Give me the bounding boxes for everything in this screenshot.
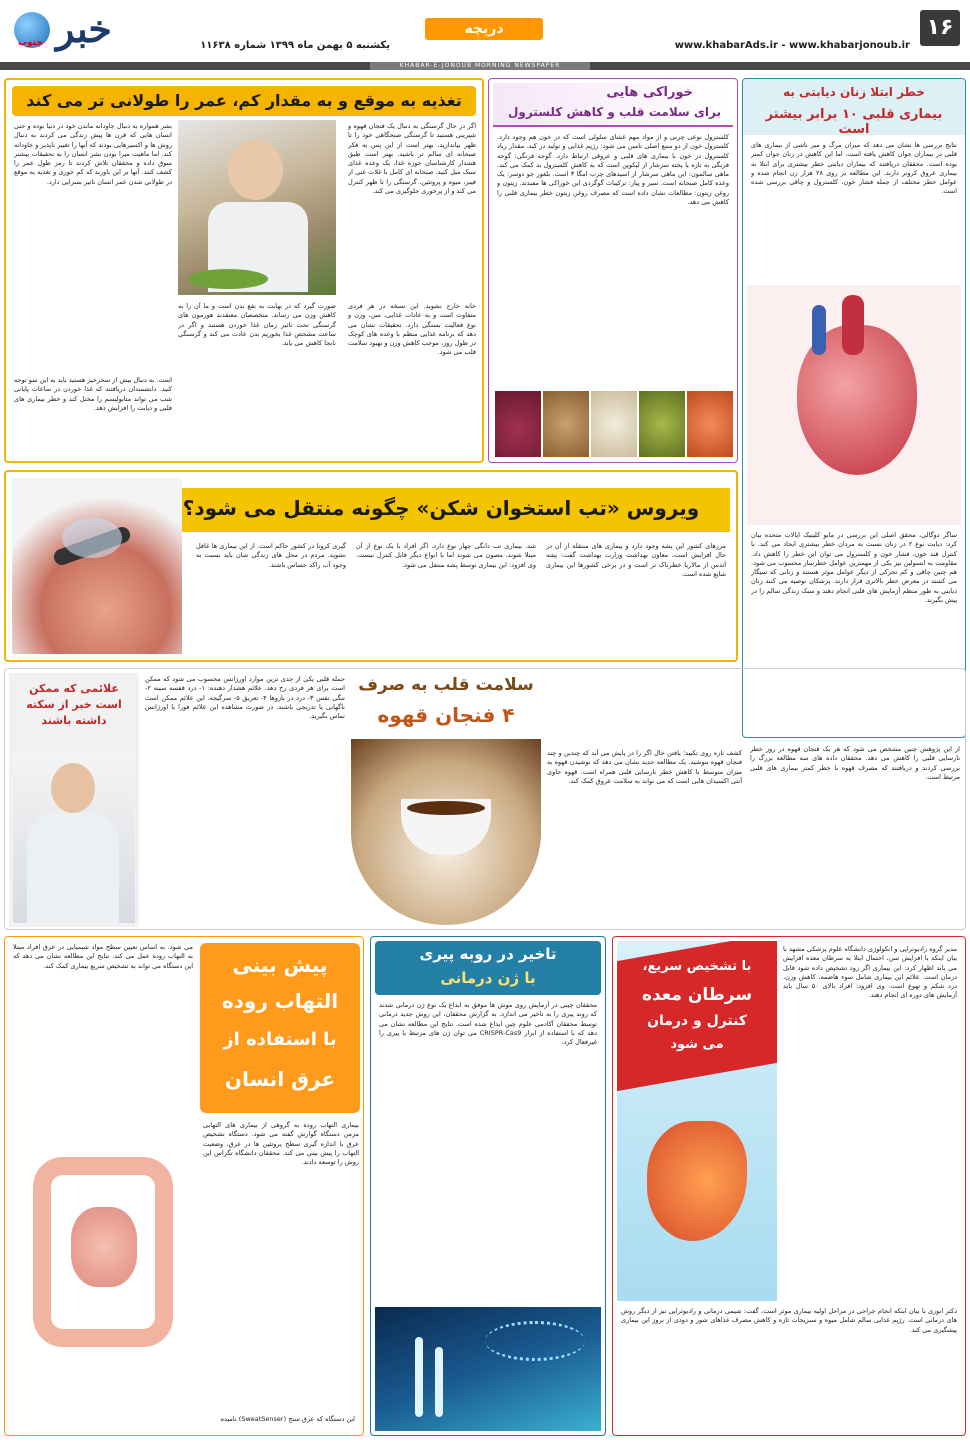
article-dengue <box>4 470 738 662</box>
cancer-title-3: کنترل و درمان <box>647 1013 747 1029</box>
gene-title-1: تاخیر در روبه پیری <box>419 945 557 963</box>
garlic-photo <box>591 391 637 457</box>
coffee-title-2: ۴ فنجان قهوه <box>377 703 515 727</box>
nutrition-col3: خانه خارج نشوید. این نسخه در هر فردی متفاوت است و به عادات غذایی، سن، وزن و نوع فعالیت بستگی دارد. تحقیقات نشان می دهد که برنامه غذایی منظم با وعده های کوچک در طول روز، موجب کاهش وزن و بهبود سلامت قلب می شود. <box>348 302 476 357</box>
nutrition-col2: بشر همواره به دنبال جاودانه ماندن خود در دنیا بوده و حتی انسان هایی که قرن ها پیش زندگی می کردند به دنبال روش ها و اکسیرهایی بودند که آنها را تغییر ناپذیر و جاودانه کند. اما ماهیت میرا بودن بشر انسان را به تحقیقات بیشتر سوق داده و محققان تلاش کردند تا رمز طول عمر را کشف کنند. آنها بر این باورند که کم خوری و تغذیه به موقع در طولانی شدن عمر انسان تاثیر بسزایی دارد. <box>14 122 172 186</box>
stroke-signs-title: علائمی که ممکن است خبر از سکته داشته باشند <box>26 682 122 727</box>
old-man-eating-photo <box>178 120 336 295</box>
dengue-title: ویروس «تب استخوان شکن» چگونه منتقل می شود؟ <box>182 496 700 520</box>
ibd-body-2: بیماری التهاب روده به گروهی از بیماری های التهابی مزمن دستگاه گوارش گفته می شود. دستگاه تشخیص عرق با اندازه گیری سطح پروتئین ها در عرق، وضعیت التهاب را پیش بینی می کند. محققان دانشگاه تگزاس این روش را توسعه دادند. <box>203 1121 359 1167</box>
stomach-illustration <box>617 941 777 1301</box>
ibd-caption: این دستگاه که عرق سنج (SweatSenser) نامیده <box>220 1415 355 1423</box>
nutrition-col4: صورت گیرد که در نهایت به نفع بدن است و ما آن را به کاهش وزن می رساند. متخصصان معتقدند هورمون های گرسنگی تحت تاثیر زمان غذا خوردن هستند و اگر در ساعت مشخص غذا بخوریم بدن عادت می کند و گرسنگی نابجا کاهش می یابد. <box>178 302 336 348</box>
coffee-heart-body: حمله قلبی یکی از جدی ترین موارد اورژانس محسوب می شود که ممکن است برای هر فردی رخ دهد. علائم هشدار دهنده: ۱- درد قفسه سینه ۲- تنگی نفس ۳- درد در بازوها ۴- تعریق ۵- سرگیجه. این علائم ممکن است ناگهانی یا تدریجی باشند. در صورت مشاهده این علائم فورا با اورژانس تماس بگیرید. <box>145 675 345 721</box>
article-diabetes-women <box>742 78 966 738</box>
gene-title-box <box>375 941 601 995</box>
diabetes-body-2: ساگر دوگالی، محقق اصلی این بررسی در مایو کلینیک ایالات متحده بیان کرد: دیابت نوع ۲ در زنان نسبت به مردان خطر بیشتری ایجاد می کند. با کنترل قند خون، فشار خون و کلسترول می توان این خطر را کاهش داد. مقاومت به انسولین نیز یکی از مهمترین عوامل خطرساز محسوب می شود. هم چنین چاقی و کم تحرکی از دیگر عوامل موثر هستند و زنانی که سیگار می کشند در معرض خطر بالاتری قرار دارند. پزشکان توصیه می کنند زنان دیابتی به طور منظم آزمایش های قلبی انجام دهند و سبک زندگی سالم را در پیش بگیرند. <box>751 531 957 605</box>
ibd-title-1: پیش بینی <box>232 953 328 977</box>
article-coffee-heart <box>4 668 966 930</box>
ibd-title-2: التهاب روده <box>221 989 339 1013</box>
cancer-title-2: سرطان معده <box>641 985 753 1005</box>
coffee-body-3: از این پژوهش چنین مشخص می شود که هر یک فنجان قهوه در روز خطر نارسایی قلبی را کاهش می دهد. محققان داده های سه مطالعه بزرگ را بررسی کردند و دریافتند که مصرف قهوه با خطر کمتر بیماری های قلبی مرتبط است. <box>750 745 960 781</box>
diabetes-title-1: خطر ابتلا زنان دیابتی به <box>783 85 925 99</box>
heart-foods-title <box>493 83 733 127</box>
coffee-title <box>351 675 541 735</box>
heart-foods-body: کلسترول نوعی چربی و از مواد مهم غشای سلولی است که در خون هم وجود دارد. کلسترول خون از دو منبع اصلی تامین می شود: رژیم غذایی و تولید در کبد. مقدار زیاد کلسترول در خون با بیماری های قلبی و عروقی ارتباط دارد. گوجه فرنگی: گوجه فرنگی به تازه یا پخته سرشار از لیکوپن است که به کاهش کلسترول بد کمک می کند. ماهی سالمون: این ماهی سرشار از اسیدهای چرب امگا ۳ است. بلغور جو دوسر: یک وعده کامل صبحانه است. سیر و پیاز: ترکیبات گوگردی این خوراکی ها مفیدند. زیتون و روغن زیتون: مطالعات نشان داده است که مصرف روغن زیتون خطر بیماری قلبی را کاهش می دهد. <box>497 133 729 207</box>
logo-text: خبر <box>56 6 112 51</box>
cancer-title-4: می شود <box>670 1037 724 1052</box>
chest-pain-man-photo <box>13 753 135 923</box>
page-number: ۱۶ <box>920 10 960 46</box>
nutrition-col5: است. به دنبال بیش از سحرخیز هستید باید به این سو توجه کنید. دانشمندان دریافتند که غذا خوردن در ساعات پایانی شب می تواند متابولیسم را مختل کند و خطر بیماری های قلبی و دیابت را افزایش دهد. <box>14 376 172 412</box>
cancer-body-2: دکتر انوری با بیان اینکه انجام جراحی در مراحل اولیه بیماری موثر است، گفت: شیمی درمانی و رادیوتراپی نیز از دیگر روش های درمانی است. رژیم غذایی سالم شامل میوه و سبزیجات تازه و کاهش مصرف غذاهای شور و دودی از بروز این بیماری پیشگیری می کند. <box>621 1307 957 1334</box>
issue-date: یکشنبه ۵ بهمن ماه ۱۳۹۹ شماره ۱۱۶۳۸ <box>200 40 390 51</box>
diabetes-title-2: بیماری قلبی ۱۰ برابر بیشتر است <box>765 107 943 137</box>
logo <box>8 6 128 56</box>
onion-photo <box>495 391 541 457</box>
gene-title-2: با ژن درمانی <box>440 969 536 987</box>
heart-foods-title-2: برای سلامت قلب و کاهش کلسترول <box>507 105 721 119</box>
cancer-body: مدیر گروه رادیوتراپی و انکولوژی دانشگاه علوم پزشکی مشهد با بیان اینکه با افزایش سن، احتمال ابتلا به سرطان معده افزایش می یابد اظهار کرد: این بیماری اگر زود تشخیص داده شود قابل درمان است. علائم این بیماری شامل سوء هاضمه، کاهش وزن، درد شکم و تهوع است. وی افزود: افراد بالای ۵۰ سال باید آزمایش های دوره ای انجام دهند. <box>783 945 957 1000</box>
heart-foods-title-1: خوراکی هایی <box>606 85 693 100</box>
section-tab: دریچه <box>425 18 543 40</box>
coffee-cup-photo <box>351 739 541 925</box>
dengue-col2: شد. بیماری تب دانگی چهار نوع دارد. اگر افراد با یک نوع از آن مبتلا شوند، مصون می شوند اما با انواع دیگر قابل کنترل نیست. وی افزود: این بیماری توسط پشه منتقل می شود. <box>356 542 536 569</box>
article-ibd-sweat <box>4 936 364 1436</box>
stroke-signs-box <box>9 673 139 927</box>
diabetes-title <box>743 79 965 135</box>
dengue-col1: مرزهای کشور این پشه وجود دارد و بیماری های منتقله از آن در حال افزایش است. معاون بهداشت وزارت بهداشت گفت: پشه آئدس از مالاریا خطرناک تر است و در برخی کشورها این بیماری شایع شده است. <box>546 542 726 578</box>
gene-body: محققان چینی در آزمایش روی موش ها موفق به ابداع یک نوع ژن درمانی شدند که روند پیری را به تاخیر می اندازد. به گزارش محققان، این روش جدید درمانی توسط محققان آکادمی علوم چین ابداع شده است. نتایج این مطالعه نشان می دهد که با استفاده از ابزار CRISPR-Cas9 می توان ژن های مرتبط با پیری را غیرفعال کرد. <box>379 1001 597 1047</box>
ibd-body: می شود. به اساس تعیین سطح مواد شیمیایی در عرق افراد مبتلا به التهاب روده عمل می کند. نتایج این مطالعه نشان می دهد که این دستگاه می تواند به تشخیص سریع بیماری کمک کند. <box>13 943 193 970</box>
salmon-photo <box>687 391 733 457</box>
oats-photo <box>543 391 589 457</box>
article-stomach-cancer <box>612 936 966 1436</box>
olive-photo <box>639 391 685 457</box>
coffee-title-1: سلامت قلب به صرف <box>358 675 534 695</box>
logo-sub: جنوب <box>18 38 43 48</box>
ibd-title-3: با استفاده از <box>223 1029 337 1050</box>
cancer-title-1: با تشخیص سریع، <box>642 959 752 974</box>
nutrition-col1: اگر در حال گرسنگی به دنبال یک فنجان قهوه و شیرینی هستید تا گرسنگی صبحگاهی خود را تا ظهر بیاندازید، بهتر است از این پس به فکر صبحانه ای سالم تر باشید. بهتر است طبق هشدار کارشناسان حوزه غذا، یک وعده غذای سبک میل کنید. صبحانه ای کامل با غلات غنی از فیبر، میوه و پروتئین، گرسنگی را تا ظهر کنترل می کند و از پرخوری جلوگیری می کند. <box>348 122 476 196</box>
diabetes-body: نتایج بررسی ها نشان می دهد که میزان مرگ و میر ناشی از بیماری های قلبی در بیماران جوان کاهش یافته است، اما این کاهش در زنان جوان کمتر بوده است. محققان دریافتند که بیماران دیابتی خطر بیشتری برای ابتلا به بیماری عروق کرونر دارند. این مطالعه بر روی ۲۸ هزار زن انجام شده و عوامل خطر مختلف از جمله فشار خون، کلسترول و چاقی بررسی شده است. <box>751 141 957 196</box>
intestine-illustration <box>13 1117 197 1397</box>
article-nutrition <box>4 78 484 463</box>
ibd-title-box <box>200 943 360 1113</box>
article-gene-therapy <box>370 936 606 1436</box>
article-heart-foods <box>488 78 738 463</box>
dna-lab-photo <box>375 1307 601 1431</box>
coffee-body-2: کشف تازه روی تکبید؛ یافتن حال اگر را در پایش می آید که چندین و چند فنجان قهوه بنوشید. یک مطالعه جدید نشان می دهد که نوشیدن قهوه به میزان متوسط با کاهش خطر نارسایی قلبی همراه است. قهوه حاوی آنتی اکسیدان هایی است که می تواند به سلامت عروق کمک کند. <box>547 749 742 785</box>
heart-anatomy-illustration <box>747 285 961 525</box>
article-nutrition-title: تغذیه به موقع و به مقدار کم، عمر را طولانی تر می کند <box>12 86 476 116</box>
header-band: KHABAR-E-JONOUB MORNING NEWSPAPER <box>370 62 590 70</box>
food-photos-strip <box>495 391 731 457</box>
mosquito-photo <box>12 478 182 654</box>
dengue-col3: گیری کرونا در کشور حاکم است. از این بیماری ها غافل نشوید. مردم در محل های زندگی شان باید نسبت به وجود آب راکد حساس باشند. <box>196 542 346 569</box>
ibd-title-4: عرق انسان <box>224 1067 336 1091</box>
websites: www.khabarAds.ir - www.khabarjonoub.ir <box>674 40 910 51</box>
